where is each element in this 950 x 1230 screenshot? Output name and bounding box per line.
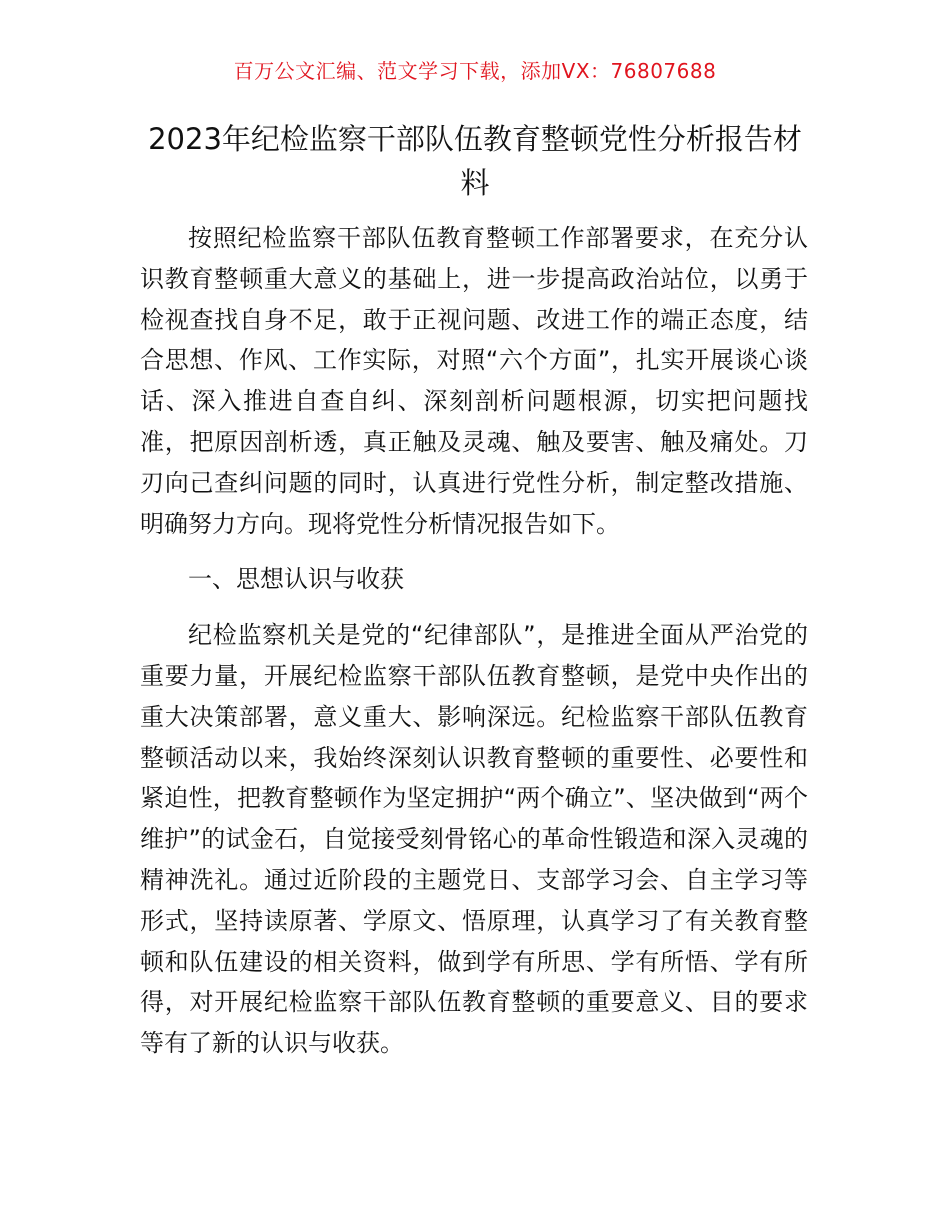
section-paragraph: 纪检监察机关是党的“纪律部队”，是推进全面从严治党的重要力量，开展纪检监察干部队伍教育整顿，是党中央作出的重大决策部署，意义重大、影响深远。纪检监察干部队伍教育整顿活动以来，我始终深刻认识教育整顿的重要性、必要性和紧迫性，把教育整顿作为坚定拥护“两个确立”、坚决做到“两个维护”的试金石，自觉接受刻骨铭心的革命性锻造和深入灵魂的精神洗礼。通过近阶段的主题党日、支部学习会、自主学习等形式，坚持读原著、学原文、悟原理，认真学习了有关教育整顿和队伍建设的相关资料，做到学有所思、学有所悟、学有所得，对开展纪检监察干部队伍教育整顿的重要意义、目的要求等有了新的认识与收获。	[140, 621, 808, 1058]
document-title: 2023年纪检监察干部队伍教育整顿党性分析报告材料	[148, 122, 802, 200]
header-note: 百万公文汇编、范文学习下载，添加VX：76807688	[233, 59, 717, 83]
intro-paragraph: 按照纪检监察干部队伍教育整顿工作部署要求，在充分认识教育整顿重大意义的基础上，进一步提高政治站位，以勇于检视查找自身不足，敢于正视问题、改进工作的端正态度，结合思想、作风、工作实际，对照“六个方面”，扎实开展谈心谈话、深入推进自查自纠、深刻剖析问题根源，切实把问题找准，把原因剖析透，真正触及灵魂、触及要害、触及痛处。刀刃向己查纠问题的同时，认真进行党性分析，制定整改措施、明确努力方向。现将党性分析情况报告如下。	[140, 224, 808, 538]
section-heading: 一、思想认识与收获	[188, 565, 404, 594]
document-body	[140, 218, 808, 1079]
